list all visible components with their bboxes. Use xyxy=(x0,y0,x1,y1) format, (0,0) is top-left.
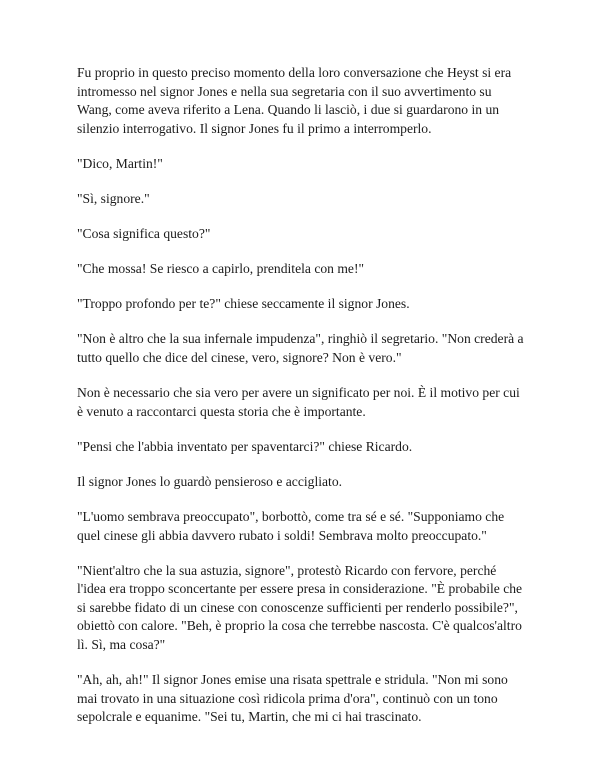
paragraph: "Dico, Martin!" xyxy=(77,155,163,171)
paragraph: "Cosa significa questo?" xyxy=(77,226,211,242)
paragraph: "Sì, signore." xyxy=(77,190,150,206)
document-body xyxy=(77,64,527,743)
paragraph: "Nient'altro che la sua astuzia, signore", protestò Ricardo con fervore, perché l'idea era troppo sconcertante per essere presa in considerazione. "È probabile che si sarebbe fidato di un cinese con conoscenze sufficienti per renderlo possibile?", obiettò con calore. "Beh, è proprio la cosa che terrebbe nascosta. C'è qualcos'altro lì. Sì, ma cosa?" xyxy=(77,562,523,652)
paragraph: Il signor Jones lo guardò pensieroso e accigliato. xyxy=(77,473,343,489)
paragraph: "Ah, ah, ah!" Il signor Jones emise una risata spettrale e stridula. "Non mi sono mai trovato in una situazione così ridicola prima d'ora", continuò con un tono sepolcrale e equanime. "Sei tu, Martin, che mi ci hai trascinato. xyxy=(77,672,508,725)
paragraph: Non è necessario che sia vero per avere un significato per noi. È il motivo per cui è venuto a raccontarci questa storia che è importante. xyxy=(77,385,520,419)
paragraph: "Pensi che l'abbia inventato per spaventarci?" chiese Ricardo. xyxy=(77,438,413,454)
paragraph: Fu proprio in questo preciso momento della loro conversazione che Heyst si era intromesso nel signor Jones e nella sua segretaria con il suo avvertimento su Wang, come aveva riferito a Lena. Quando li lasciò, i due si guardarono in un silenzio interrogativo. Il signor Jones fu il primo a interromperlo. xyxy=(77,65,512,136)
paragraph: "Non è altro che la sua infernale impudenza", ringhiò il segretario. "Non crederà a tutto quello che dice del cinese, vero, signore? Non è vero." xyxy=(77,331,524,365)
paragraph: "L'uomo sembrava preoccupato", borbottò, come tra sé e sé. "Supponiamo che quel cinese gli abbia davvero rubato i soldi! Sembrava molto preoccupato." xyxy=(77,508,505,543)
paragraph: "Che mossa! Se riesco a capirlo, prenditela con me!" xyxy=(77,261,365,277)
paragraph: "Troppo profondo per te?" chiese seccamente il signor Jones. xyxy=(77,296,410,312)
